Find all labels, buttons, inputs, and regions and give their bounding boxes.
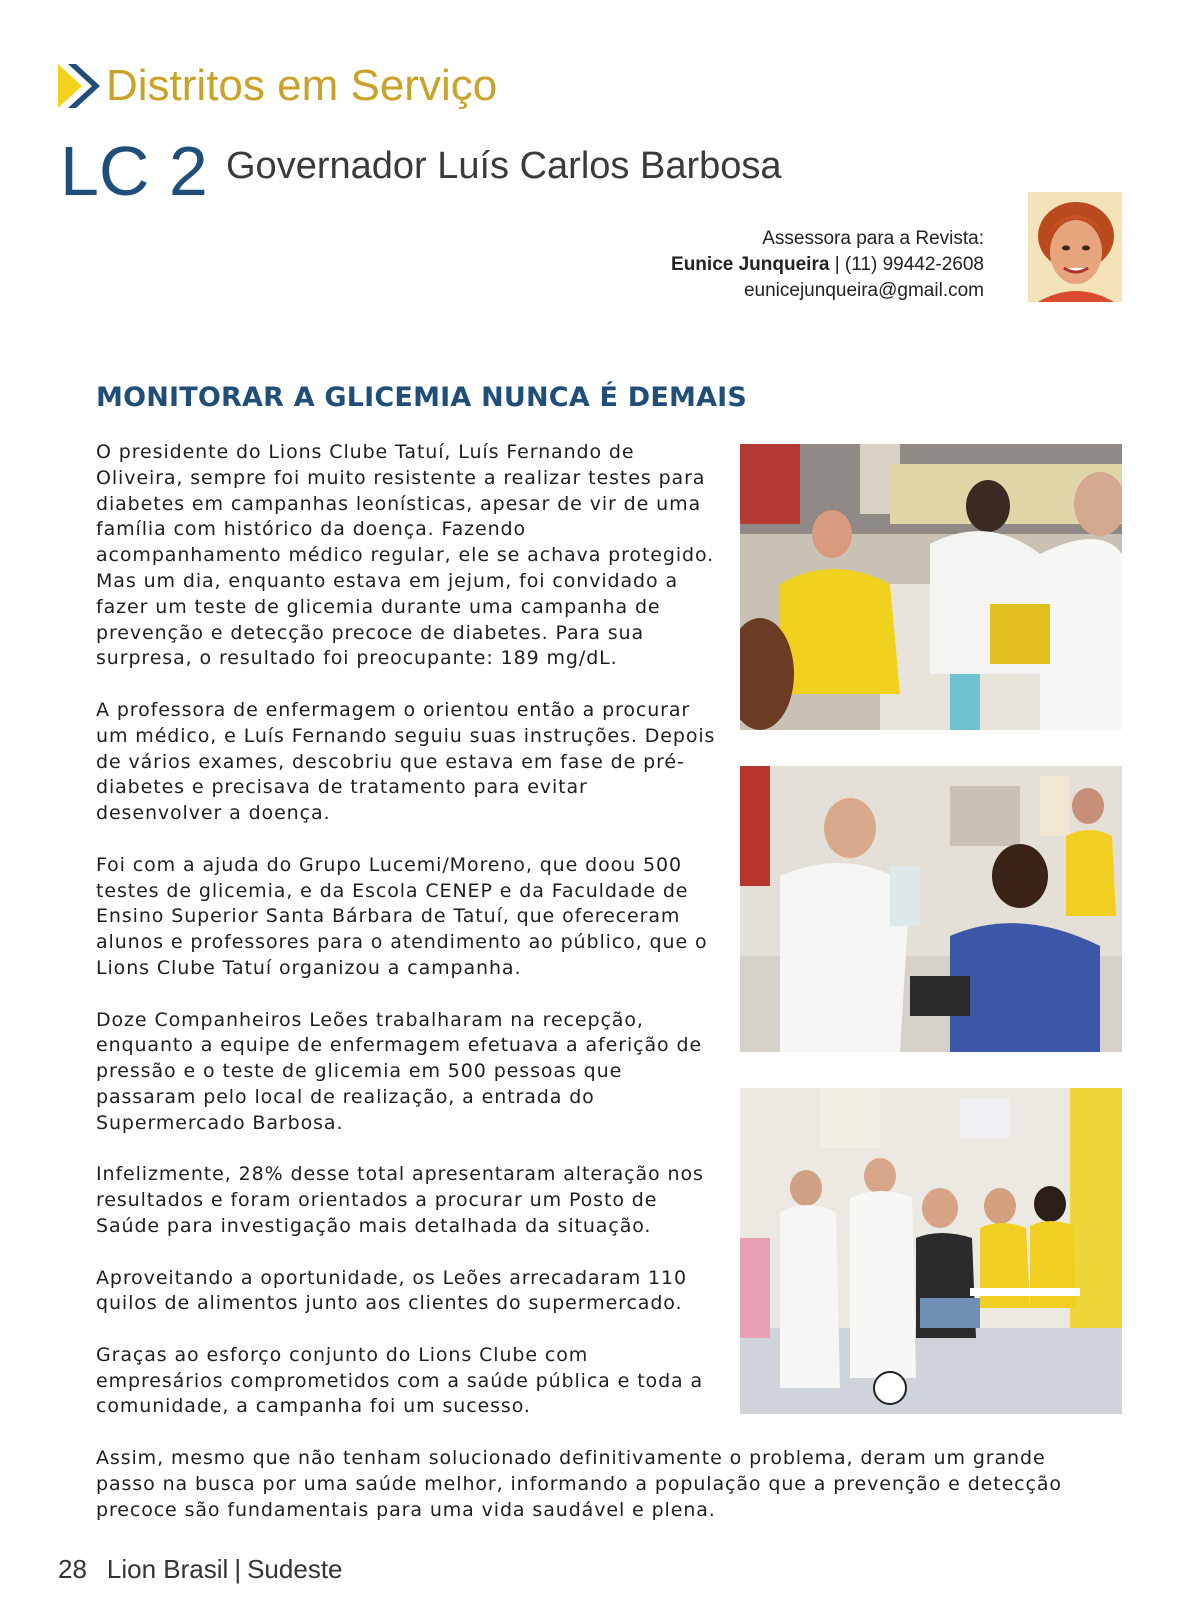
chevron-arrow-icon: [58, 64, 102, 108]
contact-role: Assessora para a Revista:: [762, 228, 984, 249]
article-paragraph: Foi com a ajuda do Grupo Lucemi/Moreno, que doou 500 testes de glicemia, e da Escola CENEP e da Faculdade de Ensino Superior Santa Bárbara de Tatuí, que ofereceram alunos e professores para o atendimento ao público, que o Lions Clube Tatuí organizou a campanha.: [96, 853, 708, 979]
governor-name: Governador Luís Carlos Barbosa: [226, 145, 782, 187]
article-paragraph: Doze Companheiros Leões trabalharam na recepção, enquanto a equipe de enfermagem efetuava a aferição de pressão e o teste de glicemia em 500 pessoas que passaram pelo local de realização, a entrada do Supermercado Barbosa.: [96, 1008, 703, 1134]
footer-separator: |: [234, 1554, 242, 1584]
photo-glucose-test: [740, 444, 1122, 730]
district-code: LC 2: [60, 132, 208, 210]
contact-block: [671, 226, 984, 304]
page-footer: [58, 1554, 343, 1585]
publication-name: Lion Brasil: [106, 1554, 229, 1584]
portrait-image: [1028, 192, 1122, 302]
contact-email: eunicejunqueira@gmail.com: [743, 280, 984, 301]
article-final-paragraph: Assim, mesmo que não tenham solucionado definitivamente o problema, deram um grande passo na busca por uma saúde melhor, informando a população que a prevenção e detecção precoce são fundamentais para uma vida saudável e plena.: [96, 1447, 1062, 1521]
photo-volunteers: [740, 1088, 1122, 1414]
article-paragraph: Aproveitando a oportunidade, os Leões arrecadaram 110 quilos de alimentos junto aos clientes do supermercado.: [96, 1266, 688, 1315]
contact-name: Eunice Junqueira: [671, 254, 830, 275]
section-title: Distritos em Serviço: [106, 61, 498, 110]
article-headline: MONITORAR A GLICEMIA NUNCA É DEMAIS: [96, 382, 748, 413]
contact-portrait: [1028, 192, 1122, 302]
article-body: [96, 440, 716, 1446]
publication-region: Sudeste: [247, 1554, 343, 1584]
article-paragraph: Graças ao esforço conjunto do Lions Clube com empresários comprometidos com a saúde pública e toda a comunidade, a campanha foi um sucesso.: [96, 1343, 704, 1418]
contact-line: [671, 252, 984, 278]
article-paragraph: O presidente do Lions Clube Tatuí, Luís Fernando de Oliveira, sempre foi muito resistente a realizar testes para diabetes em campanhas leonísticas, apesar de vir de uma família com histórico da doença. Fazendo acompanhamento médico regular, ele se achava protegido. Mas um dia, enquanto estava em jejum, foi convidado a fazer um teste de glicemia durante uma campanha de prevenção e detecção precoce de diabetes. Para sua surpresa, o resultado foi preocupante: 189 mg/dL.: [96, 441, 715, 670]
contact-phone: (11) 99442-2608: [844, 254, 984, 275]
photo-blood-pressure: [740, 766, 1122, 1052]
article-paragraph: A professora de enfermagem o orientou então a procurar um médico, e Luís Fernando seguiu suas instruções. Depois de vários exames, descobriu que estava em fase de pré-diabetes e precisava de tratamento para evitar desenvolver a doença.: [96, 698, 716, 825]
article-paragraph: Infelizmente, 28% desse total apresentaram alteração nos resultados e foram orientados a procurar um Posto de Saúde para investigação mais detalhada da situação.: [96, 1163, 704, 1237]
page-number: 28: [58, 1554, 87, 1584]
contact-separator: |: [834, 254, 840, 275]
